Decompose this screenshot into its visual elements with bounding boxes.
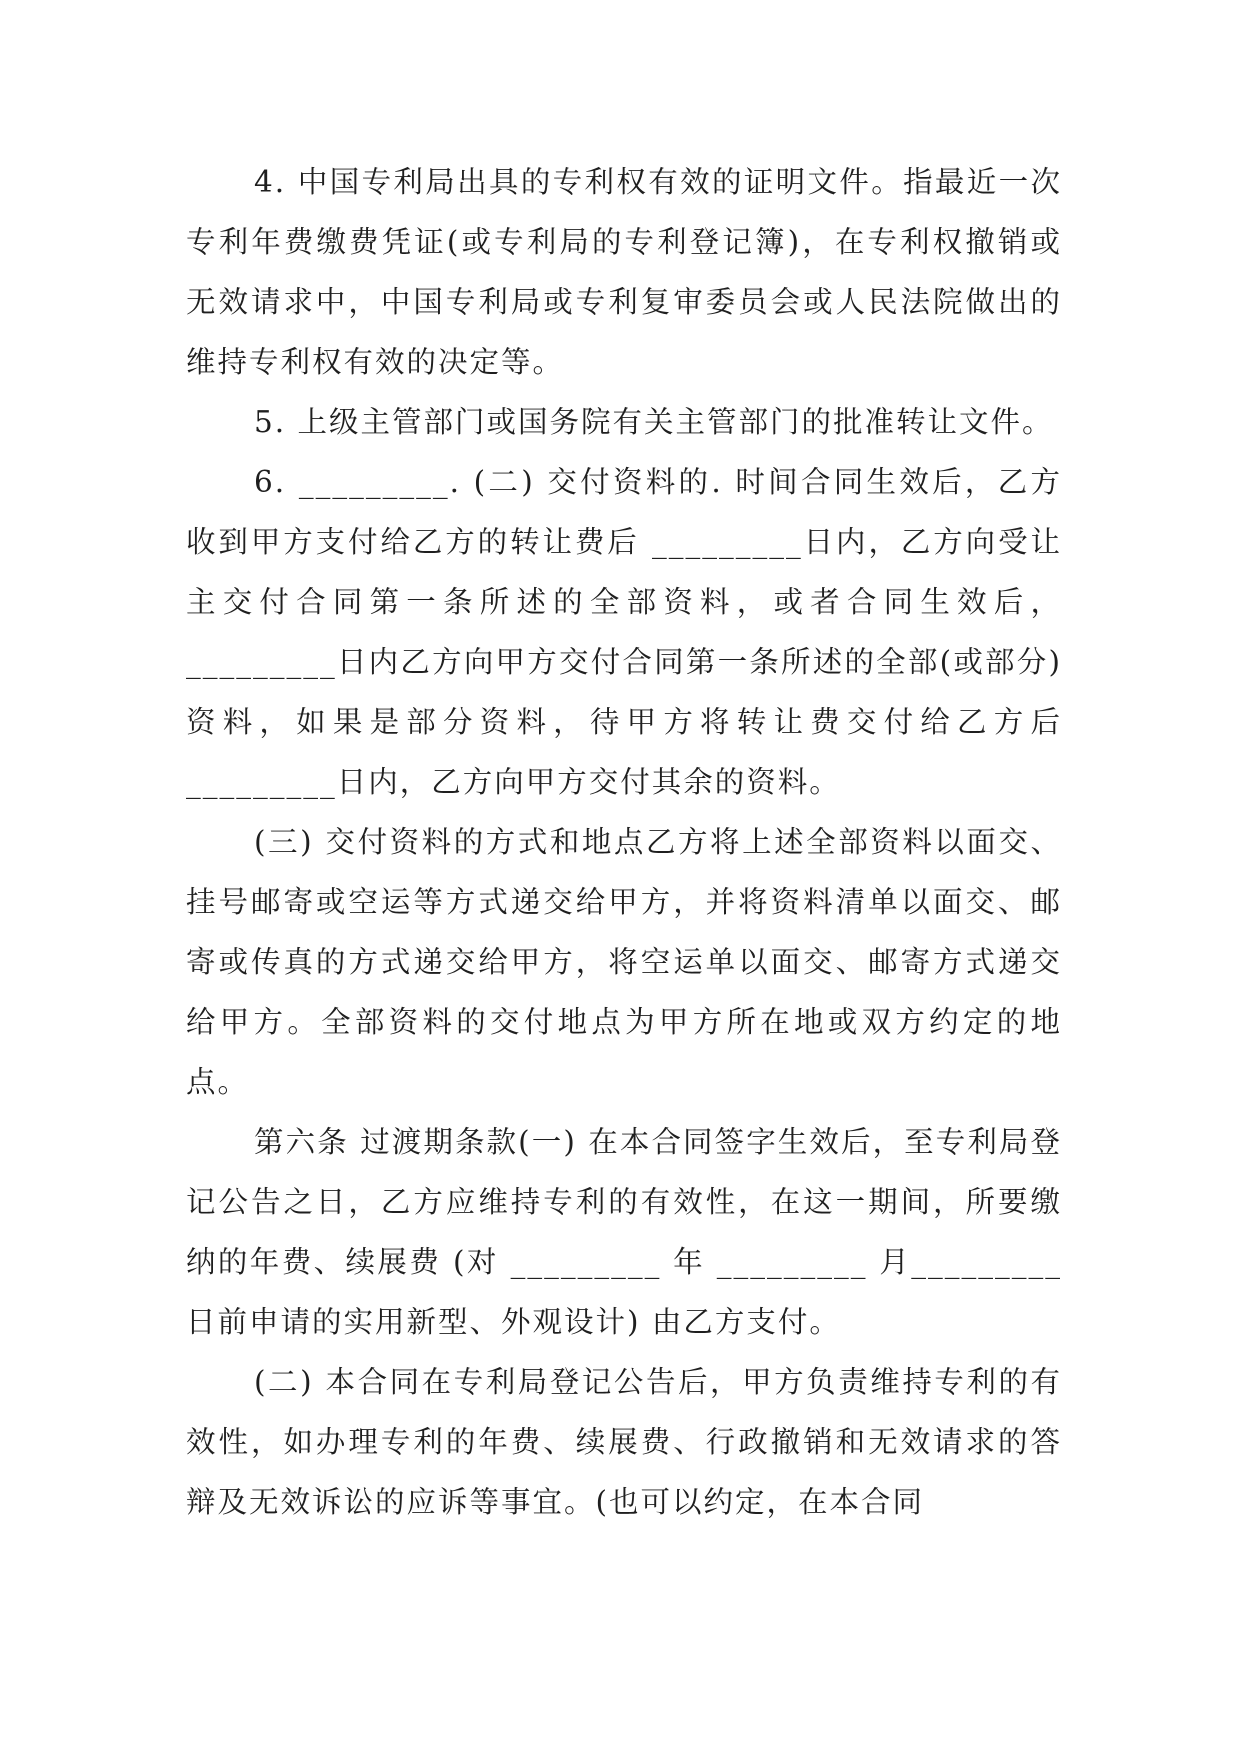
- paragraph-item-5: 5. 上级主管部门或国务院有关主管部门的批准转让文件。: [254, 405, 1054, 439]
- paragraph-delivery-method: (三) 交付资料的方式和地点乙方将上述全部资料以面交、挂号邮寄或空运等方式递交给甲方，并将资料清单以面交、邮寄或传真的方式递交给甲方，将空运单以面交、邮寄方式递交给甲方。全部资料的交付地点为甲方所在地或双方约定的地点。: [186, 825, 1062, 1099]
- paragraph-item-4: 4. 中国专利局出具的专利权有效的证明文件。指最近一次专利年费缴费凭证(或专利局的专利登记簿)，在专利权撤销或无效请求中，中国专利局或专利复审委员会或人民法院做出的维持专利权有效的决定等。: [186, 165, 1062, 379]
- paragraph-article-6: 第六条 过渡期条款(一) 在本合同签字生效后，至专利局登记公告之日，乙方应维持专利的有效性，在这一期间，所要缴纳的年费、续展费 (对 _________ 年 _________ 月_________日前申请的实用新型、外观设计) 由乙方支付。: [186, 1125, 1062, 1339]
- document-body: [186, 152, 1062, 1532]
- paragraph-item-6: 6. _________. (二) 交付资料的. 时间合同生效后，乙方收到甲方支付给乙方的转让费后 _________日内，乙方向受让主交付合同第一条所述的全部资料，或者合同生效后，_________日内乙方向甲方交付合同第一条所述的全部(或部分) 资料，如果是部分资料，待甲方将转让费交付给乙方后_________日内，乙方向甲方交付其余的资料。: [186, 465, 1062, 799]
- paragraph-article-6-part-2: (二) 本合同在专利局登记公告后，甲方负责维持专利的有效性，如办理专利的年费、续展费、行政撤销和无效请求的答辩及无效诉讼的应诉等事宜。(也可以约定，在本合同: [186, 1365, 1062, 1519]
